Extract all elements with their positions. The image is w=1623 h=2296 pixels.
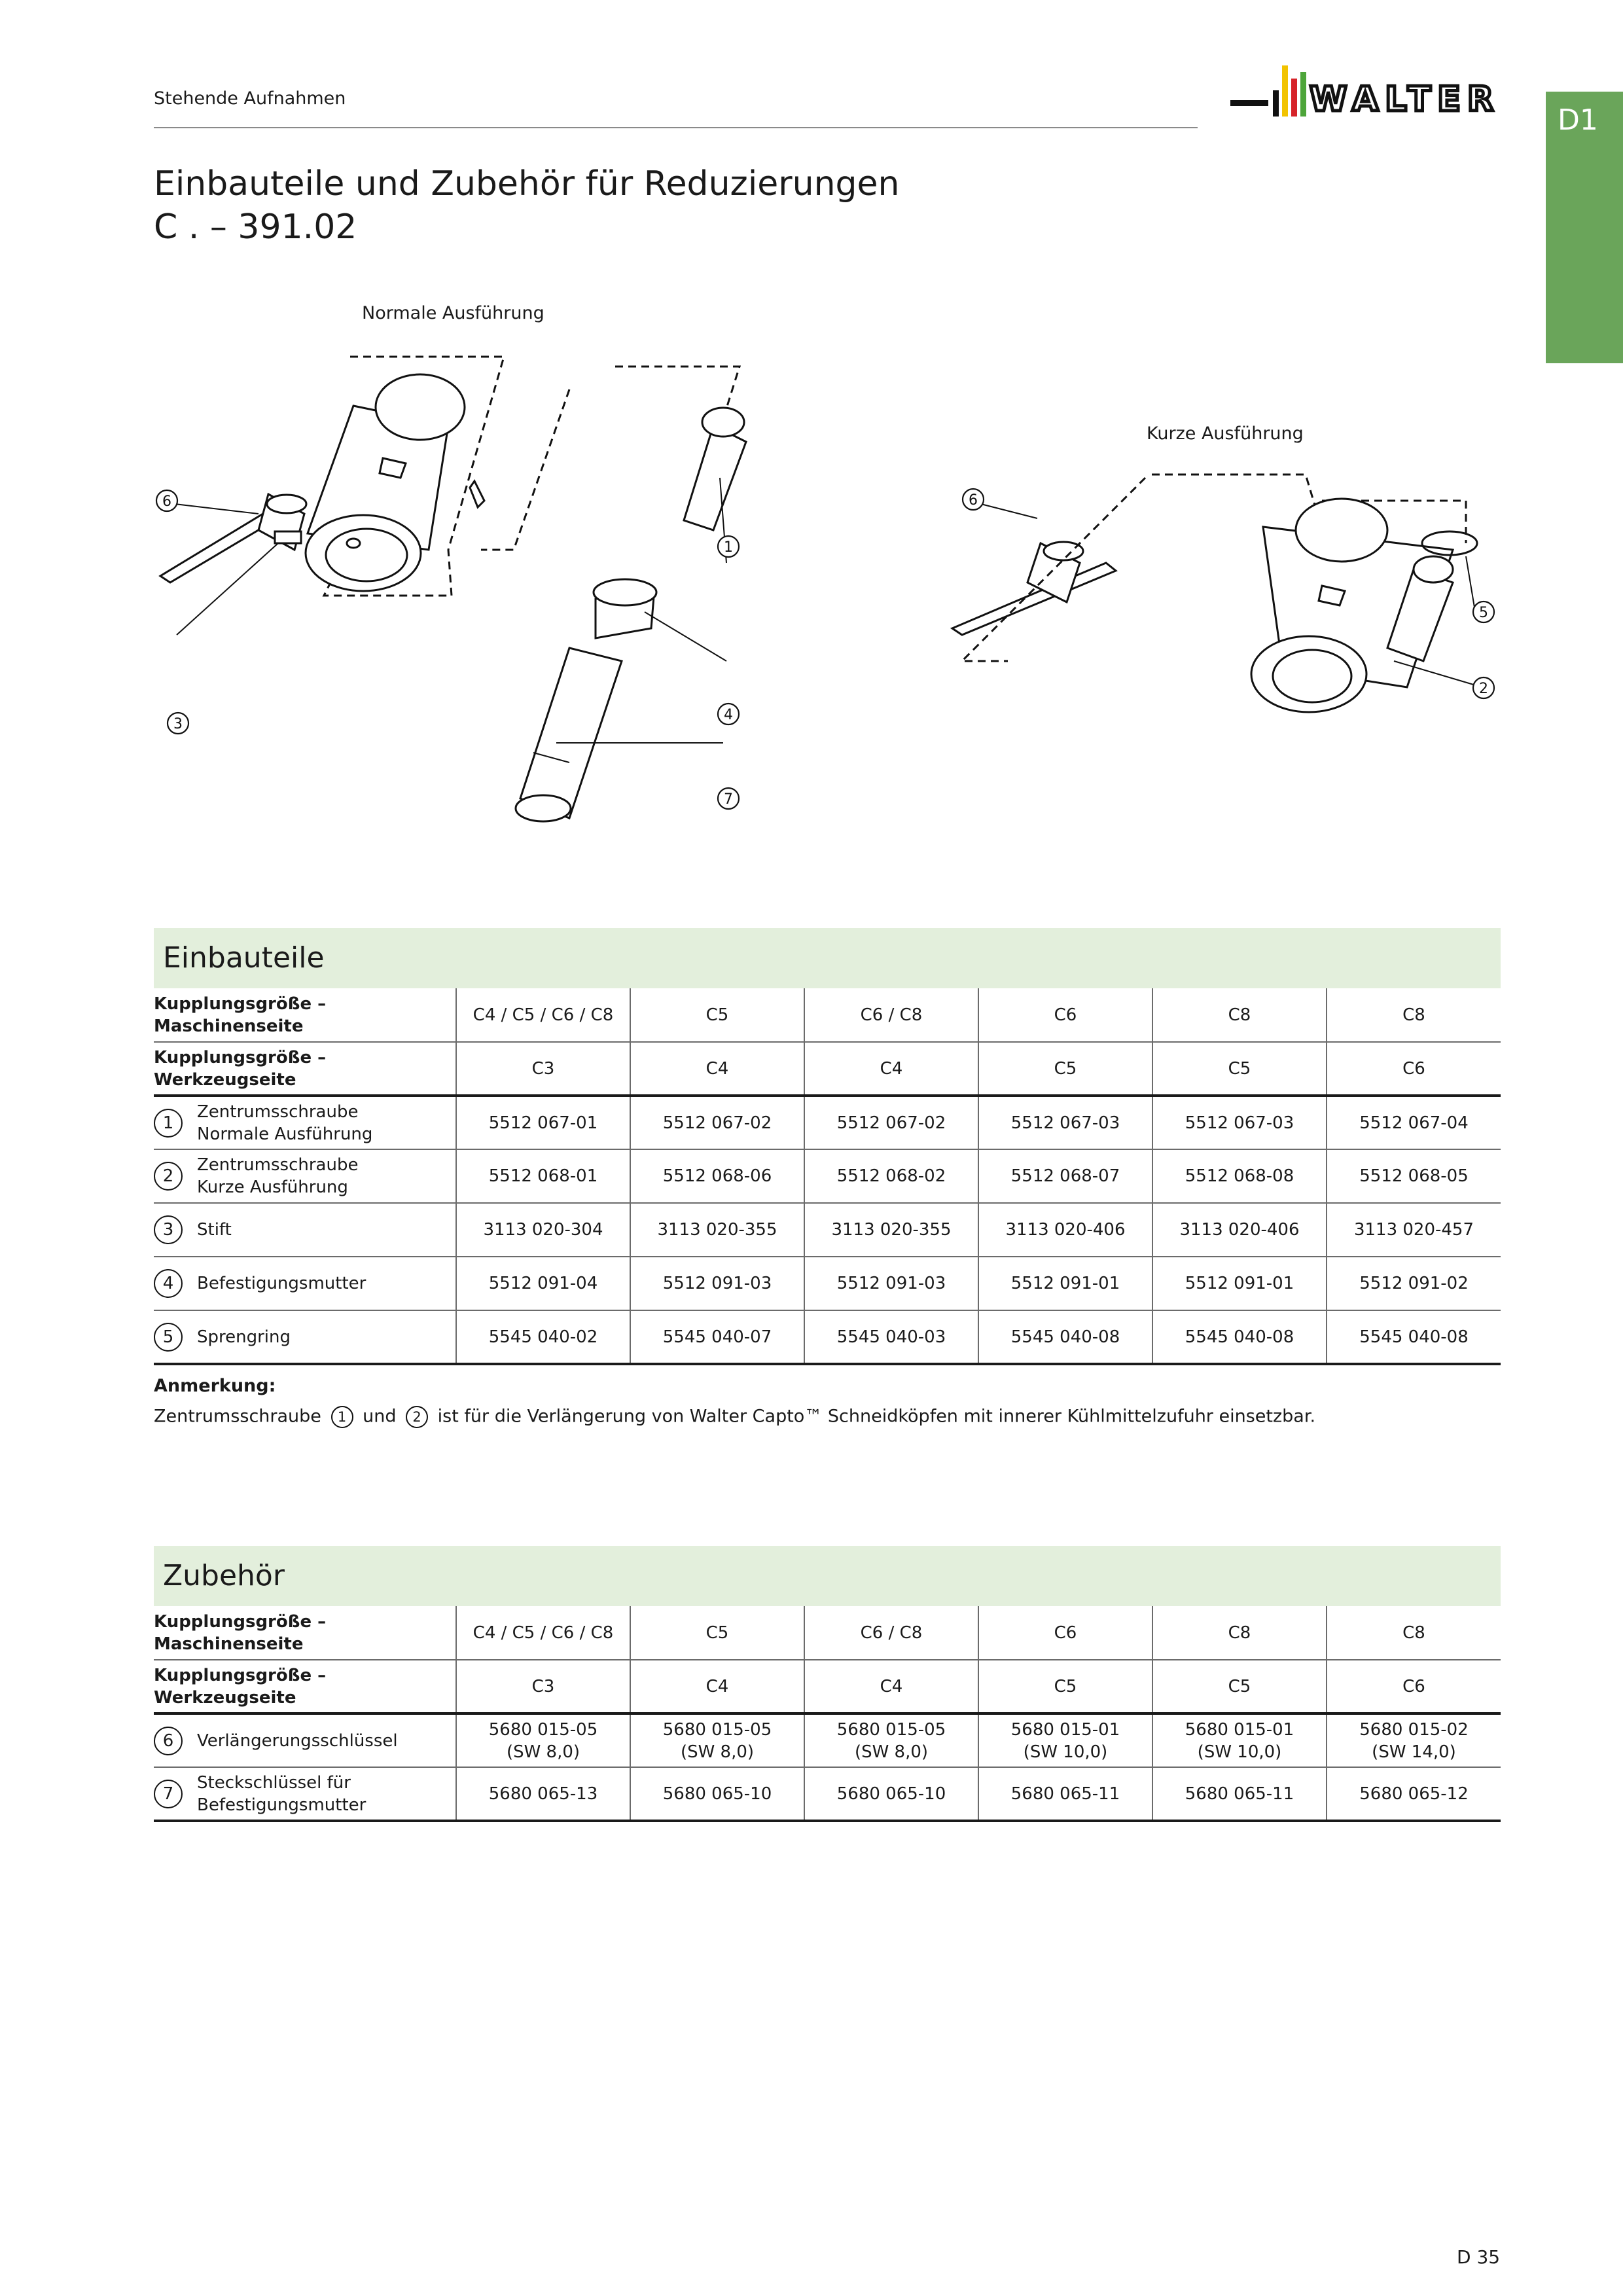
machine-cell: C6 / C8	[804, 988, 978, 1042]
fixing-nut	[594, 579, 656, 638]
part-number: 5545 040-07	[630, 1310, 804, 1364]
item-number: 4	[154, 1269, 183, 1298]
part-number: 5680 065-13	[456, 1767, 630, 1821]
callout-3	[168, 713, 188, 734]
svg-text:6: 6	[162, 493, 171, 510]
svg-text:7: 7	[724, 791, 733, 808]
note-number-1: 1	[331, 1406, 353, 1428]
note-suffix: ist für die Verlängerung von Walter Capto™ Schneidköpfen mit innerer Kühlmittelzufuhr einsetzbar.	[437, 1406, 1316, 1427]
note-number-2: 2	[406, 1406, 428, 1428]
machine-cell: C8	[1327, 1606, 1501, 1660]
table-row	[154, 1203, 1501, 1257]
callout-1	[718, 536, 739, 557]
tool-cell: C4	[804, 1660, 978, 1713]
tool-cell: C4	[630, 1660, 804, 1713]
table-row-machine	[154, 1606, 1501, 1660]
machine-cell: C8	[1152, 1606, 1327, 1660]
table-row	[154, 1096, 1501, 1149]
table-row-tool	[154, 1660, 1501, 1713]
page-title	[154, 162, 900, 249]
part-number: 5545 040-08	[1327, 1310, 1501, 1364]
part-number: 5512 091-03	[804, 1257, 978, 1310]
part-number: 5512 067-02	[630, 1096, 804, 1149]
zubehoer-heading-band	[154, 1546, 1501, 1606]
note-mid: und	[363, 1406, 397, 1427]
note-prefix: Zentrumsschraube	[154, 1406, 321, 1427]
part-number: 5512 091-01	[978, 1257, 1152, 1310]
part-number: 5680 015-05 (SW 8,0)	[630, 1713, 804, 1767]
row-label-machine: Kupplungsgröße – Maschinenseite	[154, 1606, 456, 1660]
part-number: 5680 015-01 (SW 10,0)	[1152, 1713, 1327, 1767]
part-number: 3113 020-355	[804, 1203, 978, 1257]
machine-cell: C4 / C5 / C6 / C8	[456, 1606, 630, 1660]
machine-cell: C8	[1327, 988, 1501, 1042]
part-number: 3113 020-457	[1327, 1203, 1501, 1257]
tool-cell: C4	[804, 1042, 978, 1096]
zubehoer-table	[154, 1606, 1501, 1822]
part-number: 5680 065-10	[630, 1767, 804, 1821]
zubehoer-heading: Zubehör	[163, 1559, 285, 1592]
part-number: 5512 091-04	[456, 1257, 630, 1310]
svg-text:3: 3	[173, 716, 183, 732]
part-number: 5512 068-06	[630, 1149, 804, 1203]
part-number: 5680 065-10	[804, 1767, 978, 1821]
tool-cell: C3	[456, 1042, 630, 1096]
einbauteile-heading-band	[154, 928, 1501, 988]
part-number: 5512 067-03	[978, 1096, 1152, 1149]
page-number: D 35	[1457, 2246, 1501, 2268]
table-row	[154, 1149, 1501, 1203]
part-number: 5680 015-05 (SW 8,0)	[804, 1713, 978, 1767]
machine-cell: C6 / C8	[804, 1606, 978, 1660]
tool-cell: C4	[630, 1042, 804, 1096]
caption-normal: Normale Ausführung	[362, 303, 544, 323]
item-number: 5	[154, 1323, 183, 1352]
table-row	[154, 1310, 1501, 1364]
tool-cell: C6	[1327, 1042, 1501, 1096]
callout-5	[1473, 601, 1494, 622]
part-number: 3113 020-355	[630, 1203, 804, 1257]
item-name: Sprengring	[197, 1327, 291, 1347]
callout-7	[718, 788, 739, 809]
part-number: 5545 040-02	[456, 1310, 630, 1364]
tool-cell: C6	[1327, 1660, 1501, 1713]
part-number: 5512 068-08	[1152, 1149, 1327, 1203]
item-number: 2	[154, 1162, 183, 1191]
part-number: 5680 065-12	[1327, 1767, 1501, 1821]
part-number: 3113 020-304	[456, 1203, 630, 1257]
part-number: 5512 068-07	[978, 1149, 1152, 1203]
part-number: 5680 015-05 (SW 8,0)	[456, 1713, 630, 1767]
table-row-machine	[154, 988, 1501, 1042]
tool-cell: C5	[1152, 1660, 1327, 1713]
walter-logo	[1227, 60, 1502, 132]
row-label-tool: Kupplungsgröße – Werkzeugseite	[154, 1042, 456, 1096]
chapter-tab-label: D1	[1558, 103, 1598, 137]
item-name: Steckschlüssel für Befestigungsmutter	[197, 1772, 366, 1815]
item-number: 6	[154, 1727, 183, 1755]
part-number: 5512 067-03	[1152, 1096, 1327, 1149]
part-number: 5680 015-02 (SW 14,0)	[1327, 1713, 1501, 1767]
tool-cell: C5	[1152, 1042, 1327, 1096]
part-number: 5680 065-11	[1152, 1767, 1327, 1821]
table-row	[154, 1767, 1501, 1821]
row-label-machine: Kupplungsgröße – Maschinenseite	[154, 988, 456, 1042]
caption-short: Kurze Ausführung	[1147, 423, 1304, 444]
part-number: 5545 040-03	[804, 1310, 978, 1364]
title-line-2: C . – 391.02	[154, 207, 357, 247]
exploded-drawing	[151, 347, 1525, 870]
brand-text: WALTER	[1310, 80, 1496, 119]
item-number: 7	[154, 1780, 183, 1808]
reducer-holder-normal	[306, 374, 484, 591]
part-number: 5512 091-01	[1152, 1257, 1327, 1310]
machine-cell: C6	[978, 1606, 1152, 1660]
callout-2	[1473, 677, 1494, 698]
item-name: Befestigungsmutter	[197, 1274, 366, 1293]
part-number: 5512 068-01	[456, 1149, 630, 1203]
callout-4	[718, 704, 739, 725]
part-number: 5512 068-05	[1327, 1149, 1501, 1203]
machine-cell: C5	[630, 1606, 804, 1660]
note-heading: Anmerkung:	[154, 1376, 276, 1396]
einbauteile-heading: Einbauteile	[163, 941, 325, 975]
part-number: 5545 040-08	[978, 1310, 1152, 1364]
tool-cell: C5	[978, 1042, 1152, 1096]
center-screw-normal	[684, 408, 746, 530]
item-name: Verlängerungsschlüssel	[197, 1731, 398, 1751]
part-number: 5512 067-01	[456, 1096, 630, 1149]
part-number: 5545 040-08	[1152, 1310, 1327, 1364]
machine-cell: C4 / C5 / C6 / C8	[456, 988, 630, 1042]
item-name: Zentrumsschraube Kurze Ausführung	[197, 1155, 359, 1197]
part-number: 5512 067-02	[804, 1096, 978, 1149]
part-number: 5512 068-02	[804, 1149, 978, 1203]
part-number: 5512 091-03	[630, 1257, 804, 1310]
note-text	[154, 1406, 1315, 1428]
svg-text:5: 5	[1479, 605, 1488, 621]
section-label: Stehende Aufnahmen	[154, 88, 346, 109]
chapter-tab	[1546, 92, 1623, 363]
machine-cell: C8	[1152, 988, 1327, 1042]
svg-text:2: 2	[1479, 681, 1488, 697]
item-number: 3	[154, 1215, 183, 1244]
item-name: Zentrumsschraube Normale Ausführung	[197, 1102, 373, 1144]
table-row-tool	[154, 1042, 1501, 1096]
tool-cell: C5	[978, 1660, 1152, 1713]
table-row	[154, 1257, 1501, 1310]
title-line-1: Einbauteile und Zubehör für Reduzierungen	[154, 164, 900, 204]
part-number: 3113 020-406	[1152, 1203, 1327, 1257]
einbauteile-table	[154, 988, 1501, 1365]
part-number: 5680 065-11	[978, 1767, 1152, 1821]
callout-6-normal	[156, 490, 177, 511]
machine-cell: C5	[630, 988, 804, 1042]
header-rule	[154, 127, 1198, 128]
table-row	[154, 1713, 1501, 1767]
callout-6-short	[963, 489, 984, 510]
svg-text:6: 6	[969, 492, 978, 509]
svg-text:4: 4	[724, 707, 733, 723]
row-label-tool: Kupplungsgröße – Werkzeugseite	[154, 1660, 456, 1713]
machine-cell: C6	[978, 988, 1152, 1042]
tool-cell: C3	[456, 1660, 630, 1713]
item-number: 1	[154, 1109, 183, 1138]
svg-text:1: 1	[724, 539, 733, 556]
item-name: Stift	[197, 1220, 232, 1240]
part-number: 5512 091-02	[1327, 1257, 1501, 1310]
socket-wrench	[516, 648, 622, 821]
part-number: 5512 067-04	[1327, 1096, 1501, 1149]
part-number: 3113 020-406	[978, 1203, 1152, 1257]
extension-key-short	[952, 542, 1116, 635]
part-number: 5680 015-01 (SW 10,0)	[978, 1713, 1152, 1767]
